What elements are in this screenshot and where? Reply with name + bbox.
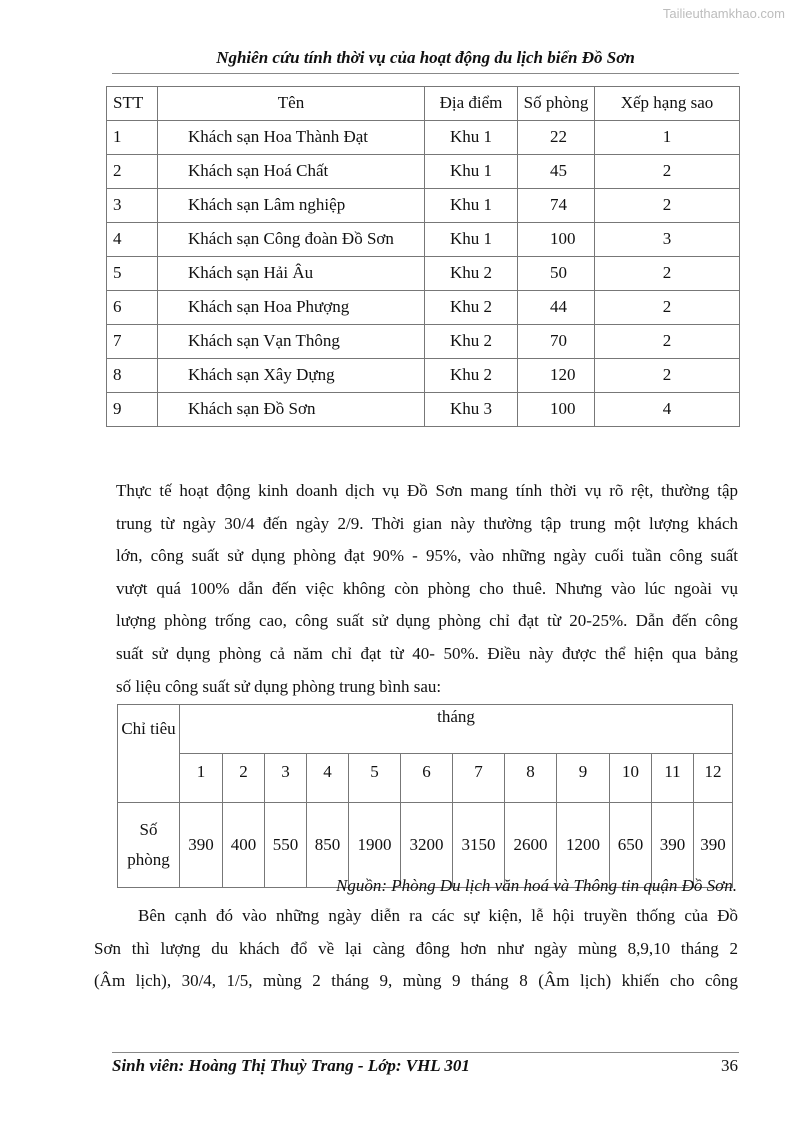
paragraph-line: vượt quá 100% dẫn đến việc không còn phòng cho thuê. Nhưng vào lúc ngoài vụ (116, 578, 738, 598)
paragraph-line: (Âm lịch), 30/4, 1/5, mùng 2 tháng 9, mùng 9 tháng 8 (Âm lịch) khiến cho công (94, 971, 738, 991)
cell-location: Khu 1 (425, 189, 518, 223)
column-header: Số phòng (518, 87, 595, 121)
source-citation: Nguồn: Phòng Du lịch văn hoá và Thông tin quận Đồ Sơn. (336, 876, 737, 895)
paragraph-line: trung từ ngày 30/4 đến ngày 2/9. Thời gian này thường tập trung một lượng khách (116, 513, 738, 533)
cell-name: Khách sạn Hoa Thành Đạt (158, 121, 425, 155)
cell-value: 1900 (349, 803, 401, 888)
cell-location: Khu 1 (425, 223, 518, 257)
cell-value: 3150 (453, 803, 505, 888)
cell-value: 400 (223, 803, 265, 888)
cell-location: Khu 2 (425, 257, 518, 291)
month-header: 6 (401, 754, 453, 803)
table-header-row (118, 705, 733, 754)
footer-divider (112, 1052, 739, 1053)
footer-author: Sinh viên: Hoàng Thị Thuỳ Trang - Lớp: VHL 301 (112, 1056, 470, 1075)
cell-location: Khu 2 (425, 291, 518, 325)
cell-location: Khu 2 (425, 359, 518, 393)
cell-value: 390 (180, 803, 223, 888)
body-paragraph-2 (94, 900, 738, 998)
cell-stars: 2 (595, 257, 740, 291)
paragraph-line: suất sử dụng phòng cả năm chỉ đạt từ 40- 50%. Điều này được thể hiện qua bảng (116, 643, 738, 663)
table-row (107, 121, 740, 155)
table-row (107, 325, 740, 359)
cell-stt: 8 (107, 359, 158, 393)
cell-location: Khu 2 (425, 325, 518, 359)
paragraph-line: lượng phòng trống cao, công suất sử dụng phòng chỉ đạt từ 20-25%. Dẫn đến công (116, 611, 738, 631)
cell-rooms: 120 (518, 359, 595, 393)
paragraph-line: lớn, công suất sử dụng phòng đạt 90% - 95%, vào những ngày cuối tuần công suất (116, 546, 738, 566)
paragraph-line: Bên cạnh đó vào những ngày diễn ra các sự kiện, lễ hội truyền thống của Đồ (138, 906, 738, 925)
row-header-chi-tieu: Chỉ tiêu (118, 705, 180, 803)
table-row (107, 257, 740, 291)
cell-stt: 4 (107, 223, 158, 257)
page-header-title: Nghiên cứu tính thời vụ của hoạt động du lịch biển Đồ Sơn (216, 48, 635, 67)
cell-stars: 2 (595, 291, 740, 325)
cell-value: 850 (307, 803, 349, 888)
cell-stt: 3 (107, 189, 158, 223)
watermark: Tailieuthamkhao.com (662, 6, 785, 21)
month-header: 11 (652, 754, 694, 803)
cell-location: Khu 1 (425, 121, 518, 155)
cell-stars: 2 (595, 359, 740, 393)
cell-stars: 1 (595, 121, 740, 155)
hotel-table (106, 86, 740, 427)
page-number: 36 (721, 1056, 738, 1075)
column-header: STT (107, 87, 158, 121)
table-row (107, 155, 740, 189)
month-header: 2 (223, 754, 265, 803)
cell-name: Khách sạn Công đoàn Đồ Sơn (158, 223, 425, 257)
month-header: 1 (180, 754, 223, 803)
row-label-so-phong: Số phòng (118, 803, 180, 888)
month-header: 7 (453, 754, 505, 803)
column-header: Địa điểm (425, 87, 518, 121)
paragraph-line: Thực tế hoạt động kinh doanh dịch vụ Đồ Sơn mang tính thời vụ rõ rệt, thường tập (116, 481, 738, 500)
table-row (107, 291, 740, 325)
cell-value: 1200 (557, 803, 610, 888)
cell-rooms: 100 (518, 393, 595, 427)
cell-stars: 2 (595, 189, 740, 223)
paragraph-line: số liệu công suất sử dụng phòng trung bình sau: (116, 676, 442, 696)
cell-rooms: 74 (518, 189, 595, 223)
cell-rooms: 100 (518, 223, 595, 257)
room-usage-table (117, 704, 733, 888)
month-header: 12 (694, 754, 733, 803)
cell-rooms: 70 (518, 325, 595, 359)
month-header: 8 (505, 754, 557, 803)
cell-rooms: 45 (518, 155, 595, 189)
group-header-thang: tháng (180, 705, 733, 754)
cell-name: Khách sạn Hoa Phượng (158, 291, 425, 325)
month-header: 3 (265, 754, 307, 803)
cell-stt: 6 (107, 291, 158, 325)
cell-name: Khách sạn Vạn Thông (158, 325, 425, 359)
column-header: Tên (158, 87, 425, 121)
cell-stt: 2 (107, 155, 158, 189)
cell-value: 390 (652, 803, 694, 888)
table-row (107, 359, 740, 393)
table-row (107, 393, 740, 427)
cell-value: 3200 (401, 803, 453, 888)
cell-rooms: 22 (518, 121, 595, 155)
cell-stt: 5 (107, 257, 158, 291)
cell-rooms: 44 (518, 291, 595, 325)
cell-name: Khách sạn Lâm nghiệp (158, 189, 425, 223)
cell-value: 550 (265, 803, 307, 888)
cell-stt: 7 (107, 325, 158, 359)
month-header: 9 (557, 754, 610, 803)
paragraph-line: Sơn thì lượng du khách đổ về lại càng đông hơn như ngày mùng 8,9,10 tháng 2 (94, 938, 738, 958)
table-row (107, 223, 740, 257)
cell-rooms: 50 (518, 257, 595, 291)
month-header: 4 (307, 754, 349, 803)
cell-name: Khách sạn Đồ Sơn (158, 393, 425, 427)
table-row (118, 803, 733, 888)
cell-stt: 9 (107, 393, 158, 427)
cell-value: 650 (610, 803, 652, 888)
table-row (107, 189, 740, 223)
cell-value: 2600 (505, 803, 557, 888)
cell-name: Khách sạn Xây Dựng (158, 359, 425, 393)
cell-stars: 2 (595, 325, 740, 359)
body-paragraph-1 (116, 475, 738, 703)
cell-name: Khách sạn Hải Âu (158, 257, 425, 291)
column-header: Xếp hạng sao (595, 87, 740, 121)
cell-value: 390 (694, 803, 733, 888)
month-header-row (118, 754, 733, 803)
cell-location: Khu 1 (425, 155, 518, 189)
cell-stt: 1 (107, 121, 158, 155)
cell-stars: 2 (595, 155, 740, 189)
cell-stars: 3 (595, 223, 740, 257)
month-header: 10 (610, 754, 652, 803)
cell-stars: 4 (595, 393, 740, 427)
cell-location: Khu 3 (425, 393, 518, 427)
month-header: 5 (349, 754, 401, 803)
cell-name: Khách sạn Hoá Chất (158, 155, 425, 189)
table-header-row (107, 87, 740, 121)
header-divider (112, 73, 739, 74)
